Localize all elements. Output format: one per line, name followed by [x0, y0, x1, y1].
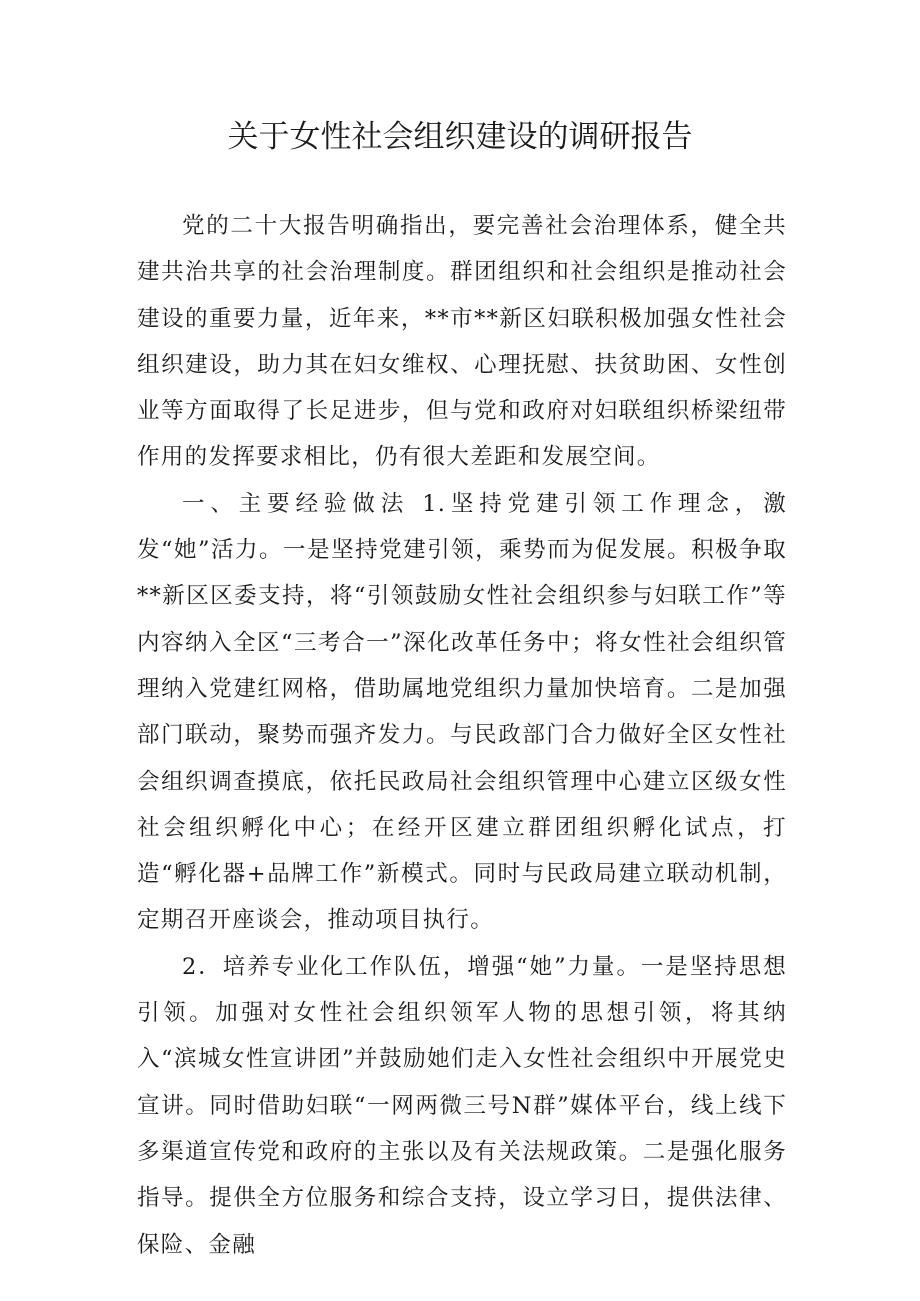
document-body: [137, 203, 787, 1268]
paragraph-experience-2: 2．培养专业化工作队伍，增强“她”力量。一是坚持思想引领。加强对女性社会组织领军人物的思想引领，将其纳入“滨城女性宣讲团”并鼓励她们走入女性社会组织中开展党史宣讲。同时借助妇联“一网两微三号N群”媒体平台，线上线下多渠道宣传党和政府的主张以及有关法规政策。二是强化服务指导。提供全方位服务和综合支持，设立学习日，提供法律、保险、金融: [137, 953, 787, 1258]
document-title: 关于女性社会组织建设的调研报告: [227, 119, 693, 155]
paragraph-intro: 党的二十大报告明确指出，要完善社会治理体系，健全共建共治共享的社会治理制度。群团组织和社会组织是推动社会建设的重要力量，近年来，**市**新区妇联积极加强女性社会组织建设，助力其在妇女维权、心理抚慰、扶贫助困、女性创业等方面取得了长足进步，但与党和政府对妇联组织桥梁纽带作用的发挥要求相比，仍有很大差距和发展空间。: [137, 213, 787, 471]
paragraph-experience-1: 一、主要经验做法 1.坚持党建引领工作理念，激发“她”活力。一是坚持党建引领，乘势而为促发展。积极争取**新区区委支持，将“引领鼓励女性社会组织参与妇联工作”等内容纳入全区“三考合一”深化改革任务中；将女性社会组织管理纳入党建红网格，借助属地党组织力量加快培育。二是加强部门联动，聚势而强齐发力。与民政部门合力做好全区女性社会组织调查摸底，依托民政局社会组织管理中心建立区级女性社会组织孵化中心；在经开区建立群团组织孵化试点，打造“孵化器+品牌工作”新模式。同时与民政局建立联动机制，定期召开座谈会，推动项目执行。: [137, 490, 787, 934]
